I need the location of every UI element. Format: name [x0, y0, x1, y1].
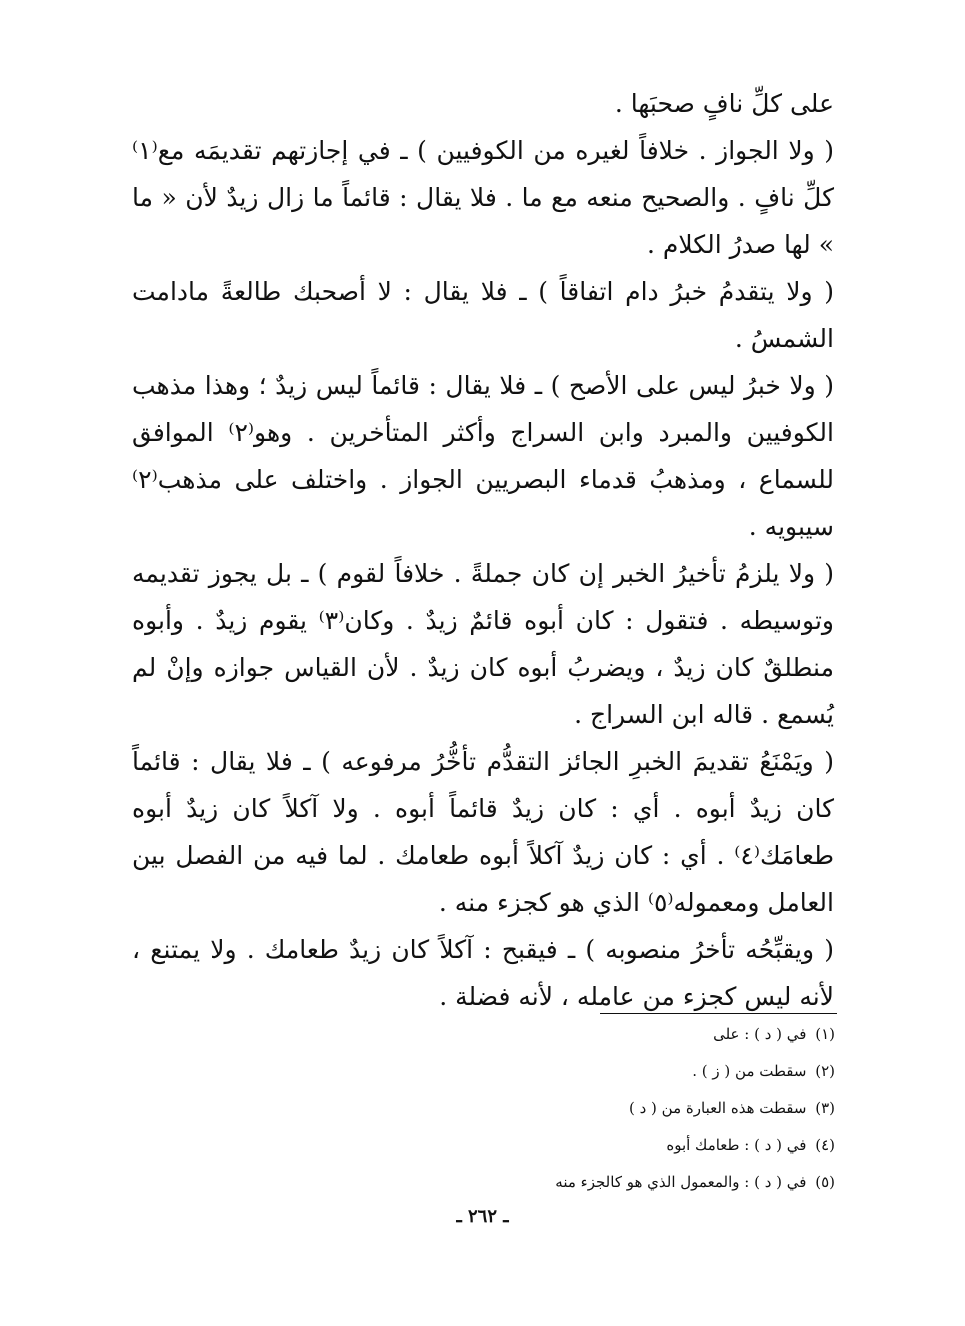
paragraph-4: ( ولا خبرُ ليس على الأصح ) ـ فلا يقال : قائماً ليس زيدٌ ؛ وهذا مذهب الكوفيين والمبرد وابن السراج وأكثر المتأخرين . وهو⁽٢⁾ الموافق للسماع ، ومذهبُ قدماء البصريين الجواز . واختلف على مذهب⁽٢⁾ سيبويه . [132, 371, 834, 541]
footnote-4 [480, 1127, 835, 1164]
paragraph-3: ( ولا يتقدمُ خبرُ دام اتفاقاً ) ـ فلا يقال : لا أصحبك طالعةً مادامت الشمسُ . [132, 277, 834, 353]
paragraph-5: ( ولا يلزمُ تأخيرُ الخبر إن كان جملةً . خلافاً لقوم ) ـ بل يجوز تقديمه وتوسيطه . فتقول : كان أبوه قائمٌ زيدٌ . وكان⁽٣⁾ يقوم زيدٌ . وأبوه منطلقٌ كان زيدٌ ، ويضربُ أبوه كان زيدٌ . لأن القياس جوازه وإنْ لم يُسمع . قاله ابن السراج . [132, 559, 834, 729]
footnote-text: في ( د ) : والمعمول الذي هو كالجزء منه [555, 1173, 807, 1191]
footnote-3 [480, 1090, 835, 1127]
footnote-number: (١) [815, 1025, 835, 1043]
paragraph-1: على كلِّ نافٍ صحبَها . [614, 89, 834, 118]
footnote-text: سقطت هذه العبارة من ( د ) [628, 1099, 807, 1117]
footnote-text: في ( د ) : طعامك أبوه [666, 1136, 807, 1154]
footnote-number: (٥) [815, 1173, 835, 1191]
paragraph-7: ( ويقبِّحُه تأخرُ منصوبه ) ـ فيقبح : آكلاً كان زيدٌ طعامك . ولا يمتنع ، لأنه ليس كجزء من عامله ، لأنه فضلة . [132, 935, 834, 1011]
main-text [132, 80, 834, 1020]
footnotes [480, 1016, 835, 1201]
footnote-text: سقطت من ( ز ) . [692, 1062, 807, 1080]
paragraph-2: ( ولا الجواز . خلافاً لغيره من الكوفيين ) ـ في إجازتهم تقديمَه مع⁽١⁾ كلِّ نافٍ . والصحيح منعه مع ما . فلا يقال : قائماً ما زال زيدٌ لأن « ما » لها صدرُ الكلام . [132, 136, 834, 259]
footnote-2 [480, 1053, 835, 1090]
paragraph-6: ( ويَمْنَعُ تقديمَ الخبرِ الجائز التقدُّم تأخُّرُ مرفوعه ) ـ فلا يقال : قائماً كان زيدٌ أبوه . أي : كان زيدٌ قائماً أبوه . ولا آكلاً كان زيدٌ أبوه طعامَك⁽٤⁾ . أي : كان زيدٌ آكلاً أبوه طعامك . لما فيه من الفصل بين العامل ومعموله⁽٥⁾ الذي هو كجزء منه . [132, 747, 834, 917]
footnote-1 [480, 1016, 835, 1053]
footnote-number: (٤) [815, 1136, 835, 1154]
footnote-5 [480, 1164, 835, 1201]
footnote-text: في ( د ) : على [713, 1025, 807, 1043]
footnote-number: (٢) [815, 1062, 835, 1080]
page-number: ـ ٢٦٢ ـ [456, 1206, 509, 1227]
footnote-divider [600, 1013, 837, 1014]
footnote-number: (٣) [815, 1099, 835, 1117]
